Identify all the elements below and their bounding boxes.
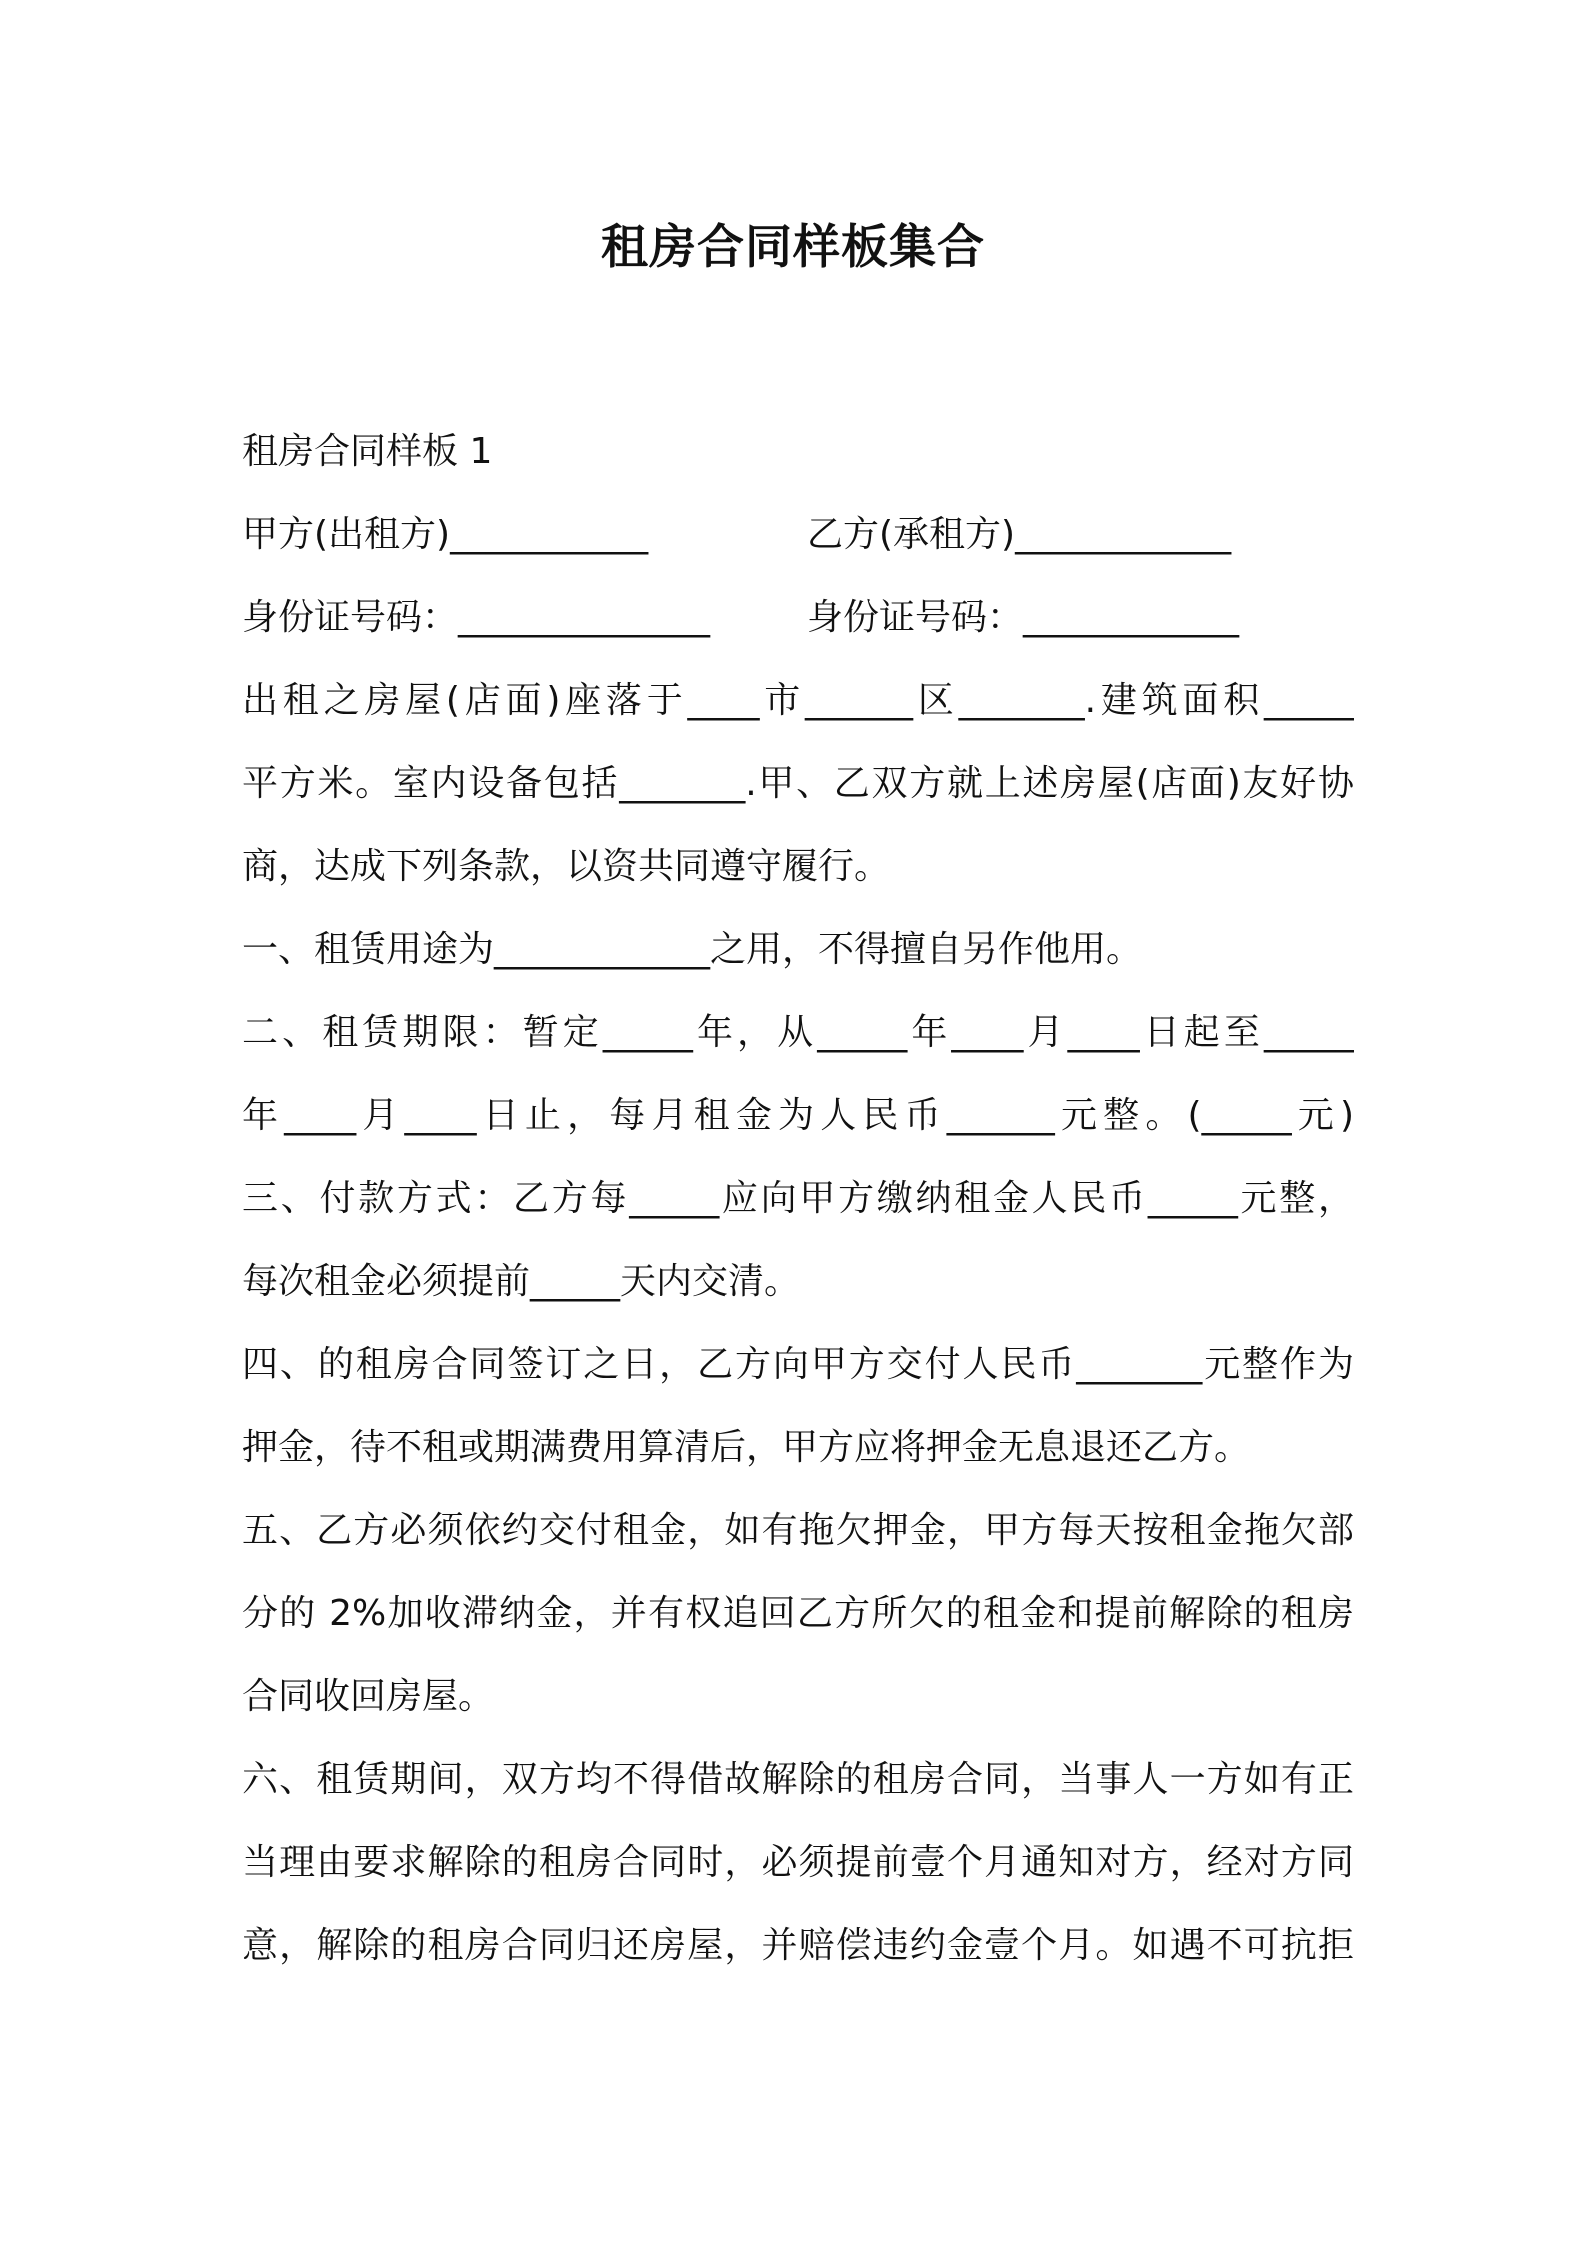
- id-b-field: 身份证号码：____________: [807, 597, 1240, 638]
- clause-line: 出租之房屋(店面)座落于____市______区_______.建筑面积_____: [242, 680, 1354, 721]
- document-title: 租房合同样板集合: [601, 220, 985, 275]
- clause-line: 四、的租房合同签订之日，乙方向甲方交付人民币_______元整作为: [242, 1344, 1354, 1385]
- clause-line: 六、租赁期间，双方均不得借故解除的租房合同，当事人一方如有正: [242, 1759, 1354, 1800]
- clause-line: 每次租金必须提前_____天内交清。: [242, 1261, 801, 1302]
- clause-line: 一、租赁用途为____________之用，不得擅自另作他用。: [242, 929, 1143, 970]
- clause-line: 押金，待不租或期满费用算清后，甲方应将押金无息退还乙方。: [242, 1427, 1251, 1468]
- party-row: [242, 493, 1354, 576]
- clause-line: 商，达成下列条款，以资共同遵守履行。: [242, 846, 891, 887]
- clause-line: 五、乙方必须依约交付租金，如有拖欠押金，甲方每天按租金拖欠部: [242, 1510, 1354, 1551]
- party-b-field: 乙方(承租方)____________: [807, 514, 1232, 555]
- clause-line: 平方米。室内设备包括_______.甲、乙双方就上述房屋(店面)友好协: [242, 763, 1354, 804]
- clause-line: 意，解除的租房合同归还房屋，并赔偿违约金壹个月。如遇不可抗拒: [242, 1925, 1354, 1966]
- id-a-field: 身份证号码：______________: [242, 597, 711, 638]
- clause-line: 分的 2%加收滞纳金，并有权追回乙方所欠的租金和提前解除的租房: [242, 1593, 1354, 1634]
- clause-line: 当理由要求解除的租房合同时，必须提前壹个月通知对方，经对方同: [242, 1842, 1354, 1883]
- document-body: [242, 410, 1354, 1987]
- clause-line: 年____月____日止，每月租金为人民币______元整。(_____元): [242, 1095, 1354, 1136]
- contract-subtitle: 租房合同样板 1: [242, 431, 493, 472]
- clause-line: 三、付款方式：乙方每_____应向甲方缴纳租金人民币_____元整，: [242, 1178, 1354, 1219]
- id-row: [242, 576, 1354, 659]
- clause-line: 合同收回房屋。: [242, 1676, 495, 1717]
- clause-line: 二、租赁期限：暂定_____年，从_____年____月____日起至_____: [242, 1012, 1354, 1053]
- party-a-field: 甲方(出租方)___________: [242, 514, 649, 555]
